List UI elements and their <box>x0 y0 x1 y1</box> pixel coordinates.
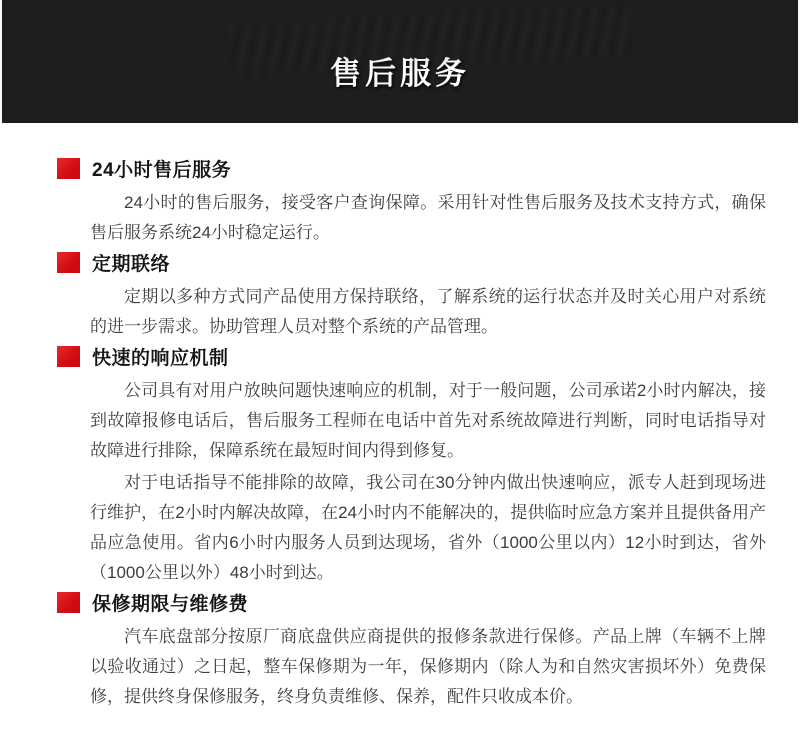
section-header <box>57 344 766 368</box>
page-title: 售后服务 <box>330 56 470 91</box>
red-square-bullet-icon <box>57 592 80 613</box>
page-header <box>0 0 800 123</box>
red-square-bullet-icon <box>57 346 80 367</box>
section-heading: 定期联络 <box>92 253 171 275</box>
section-heading: 保修期限与维修费 <box>92 593 249 615</box>
section-regular-contact <box>57 250 766 342</box>
section-warranty <box>57 590 766 712</box>
section-24h-service <box>57 156 766 248</box>
section-header <box>57 250 766 274</box>
content <box>0 123 800 712</box>
section-heading: 快速的响应机制 <box>92 347 229 369</box>
section-heading: 24小时售后服务 <box>92 159 232 181</box>
section-header <box>57 590 766 614</box>
section-paragraph: 公司具有对用户放映问题快速响应的机制，对于一般问题，公司承诺2小时内解决，接到故障报修电话后，售后服务工程师在电话中首先对系统故障进行判断，同时电话指导对故障进行排除，保障系统在最短时间内得到修复。 <box>90 381 766 460</box>
red-square-bullet-icon <box>57 158 80 179</box>
red-square-bullet-icon <box>57 252 80 273</box>
section-paragraph: 汽车底盘部分按原厂商底盘供应商提供的报修条款进行保修。产品上牌（车辆不上牌以验收通过）之日起，整车保修期为一年，保修期内（除人为和自然灾害损坏外）免费保修，提供终身保修服务，终身负责维修、保养，配件只收成本价。 <box>90 627 766 706</box>
section-rapid-response <box>57 344 766 588</box>
section-paragraph: 24小时的售后服务，接受客户查询保障。采用针对性售后服务及技术支持方式，确保售后服务系统24小时稳定运行。 <box>90 193 766 242</box>
section-paragraph: 对于电话指导不能排除的故障，我公司在30分钟内做出快速响应，派专人赶到现场进行维护，在2小时内解决故障，在24小时内不能解决的，提供临时应急方案并且提供备用产品应急使用。省内6小时内服务人员到达现场，省外（1000公里以内）12小时到达，省外（1000公里以外）48小时到达。 <box>90 473 766 582</box>
section-paragraph: 定期以多种方式同产品使用方保持联络，了解系统的运行状态并及时关心用户对系统的进一步需求。协助管理人员对整个系统的产品管理。 <box>90 287 766 336</box>
section-header <box>57 156 766 180</box>
